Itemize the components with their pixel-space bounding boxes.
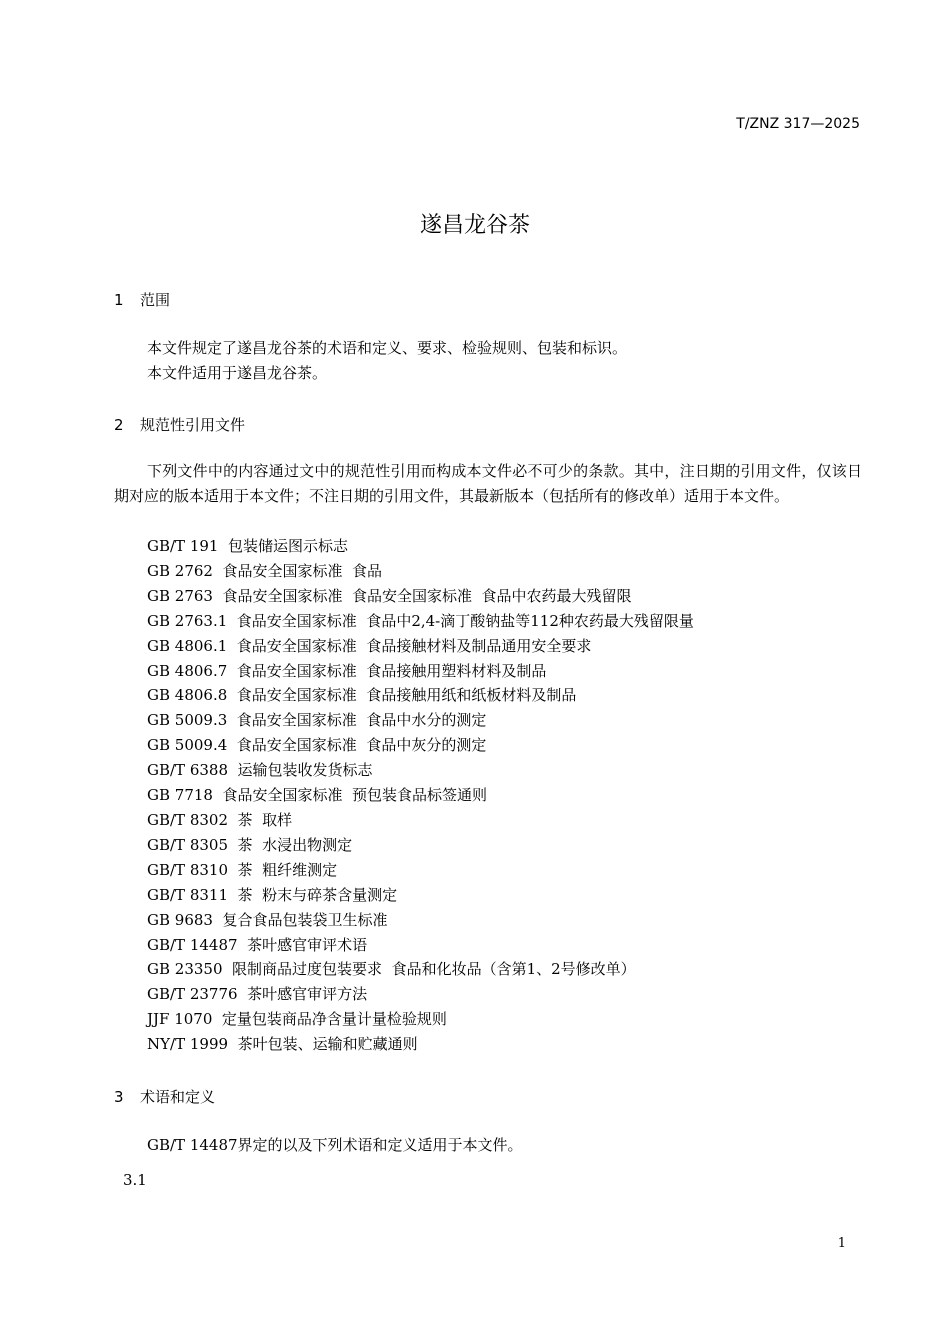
list-item: GB/T 14487 茶叶感官审评术语 [147, 935, 368, 954]
list-item: GB 4806.1 食品安全国家标准 食品接触材料及制品通用安全要求 [147, 636, 592, 655]
page-number: 1 [837, 1236, 846, 1251]
terms-intro: GB/T 14487界定的以及下列术语和定义适用于本文件。 [147, 1136, 523, 1154]
list-item: GB 5009.4 食品安全国家标准 食品中灰分的测定 [147, 736, 487, 755]
list-item: GB 2763.1 食品安全国家标准 食品中2,4-滴丁酸钠盐等112种农药最大残留限量 [147, 611, 694, 630]
section-heading-normative-refs [114, 414, 245, 435]
section-number: 2 [114, 416, 124, 434]
section-title: 规范性引用文件 [140, 416, 246, 434]
list-item: JJF 1070 定量包装商品净含量计量检验规则 [147, 1010, 447, 1029]
list-item: GB/T 8311 茶 粉末与碎茶含量测定 [147, 885, 398, 904]
document-title: 遂昌龙谷茶 [419, 213, 530, 238]
section-number: 3 [114, 1088, 124, 1106]
list-item: GB/T 6388 运输包装收发货标志 [147, 761, 373, 780]
list-item: NY/T 1999 茶叶包装、运输和贮藏通则 [147, 1035, 418, 1054]
list-item: GB 4806.7 食品安全国家标准 食品接触用塑料材料及制品 [147, 661, 547, 680]
reference-list [147, 534, 694, 1057]
scope-paragraph-1: 本文件规定了遂昌龙谷茶的术语和定义、要求、检验规则、包装和标识。 [147, 339, 628, 357]
list-item: GB/T 23776 茶叶感官审评方法 [147, 985, 368, 1004]
list-item: GB 4806.8 食品安全国家标准 食品接触用纸和纸板材料及制品 [147, 686, 577, 705]
list-item: GB 2763 食品安全国家标准 食品安全国家标准 食品中农药最大残留限 [147, 586, 632, 605]
list-item: GB/T 8310 茶 粗纤维测定 [147, 860, 338, 879]
section-title: 范围 [140, 291, 171, 309]
section-heading-scope [114, 289, 170, 310]
section-heading-terms [114, 1086, 215, 1107]
list-item: GB/T 8305 茶 水浸出物测定 [147, 835, 353, 854]
normative-refs-intro: 下列文件中的内容通过文中的规范性引用而构成本文件必不可少的条款。其中，注日期的引用文件，仅该日期对应的版本适用于本文件；不注日期的引用文件，其最新版本（包括所有的修改单）适用于本文件。 [114, 462, 862, 505]
section-number: 1 [114, 291, 124, 309]
list-item: GB/T 191 包装储运图示标志 [147, 537, 348, 555]
list-item: GB 5009.3 食品安全国家标准 食品中水分的测定 [147, 711, 487, 730]
list-item: GB 7718 食品安全国家标准 预包装食品标签通则 [147, 786, 488, 805]
list-item: GB 2762 食品安全国家标准 食品 [147, 561, 383, 580]
list-item: GB/T 8302 茶 取样 [147, 810, 293, 829]
section-title: 术语和定义 [140, 1088, 216, 1106]
subclause-number: 3.1 [123, 1171, 147, 1189]
standard-number: T/ZNZ 317—2025 [736, 116, 860, 132]
scope-paragraph-2: 本文件适用于遂昌龙谷茶。 [147, 364, 328, 382]
list-item: GB 9683 复合食品包装袋卫生标准 [147, 910, 388, 929]
list-item: GB 23350 限制商品过度包装要求 食品和化妆品（含第1、2号修改单） [147, 960, 636, 979]
